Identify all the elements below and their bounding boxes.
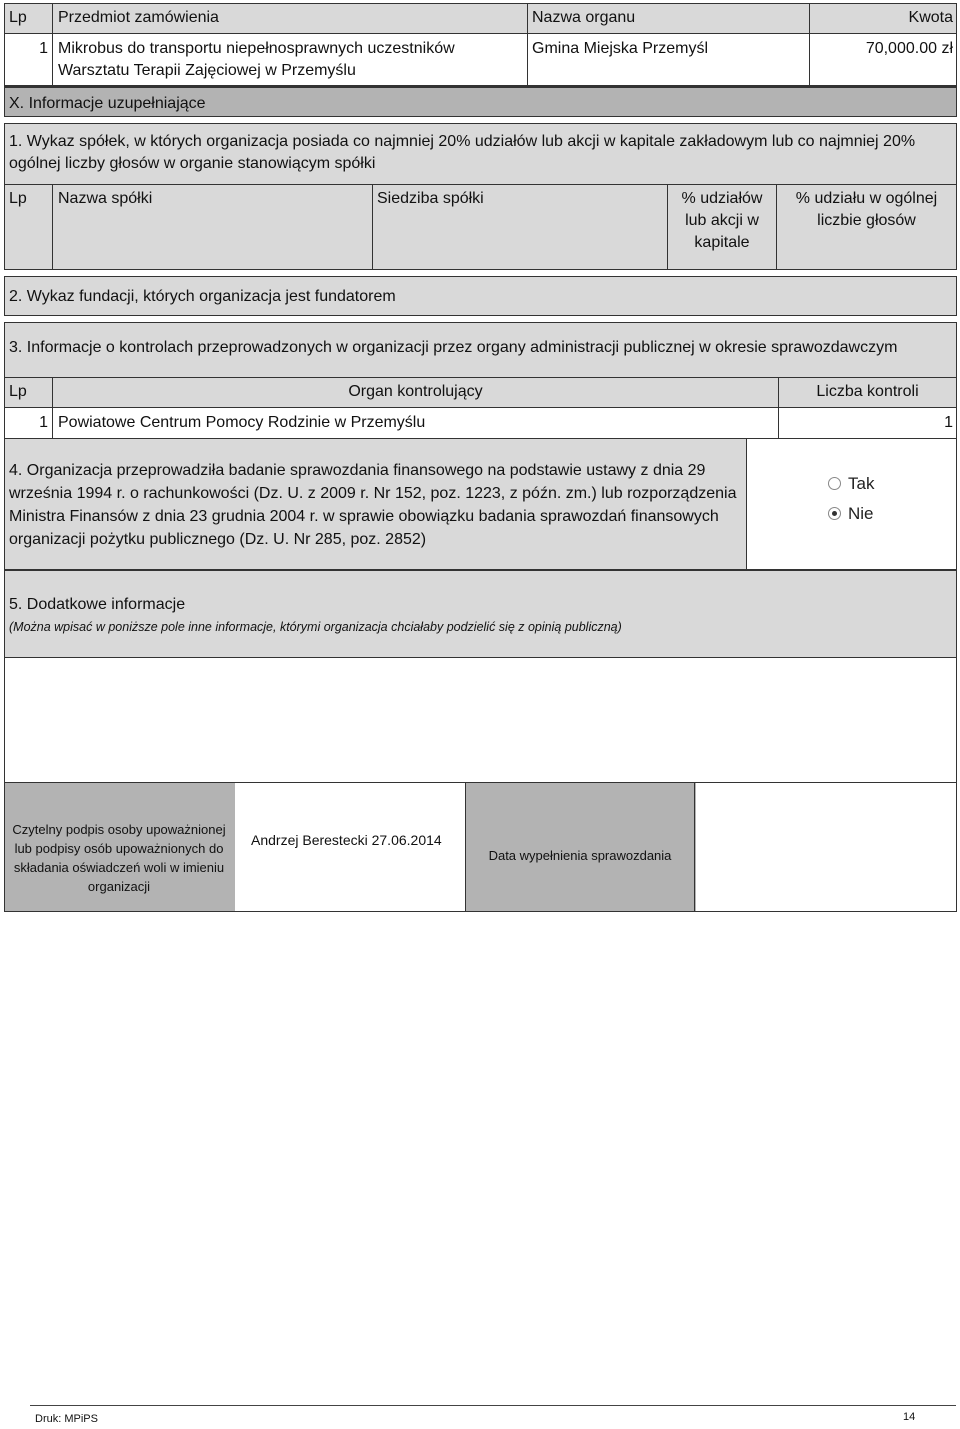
companies-header-name: Nazwa spółki	[58, 190, 153, 207]
inspections-row-count: 1	[944, 414, 953, 431]
footer-rule	[30, 1405, 956, 1406]
companies-header-lp: Lp	[9, 190, 27, 207]
footer-left: Druk: MPiPS	[35, 1413, 98, 1425]
audit-option-yes-label: Tak	[848, 474, 875, 493]
orders-row-organ: Gmina Miejska Przemyśl	[532, 40, 709, 57]
inspections-row-lp: 1	[39, 414, 48, 431]
orders-row-amount: 70,000.00 zł	[865, 40, 953, 57]
foundations-title: 2. Wykaz fundacji, których organizacja jest fundatorem	[9, 288, 396, 305]
inspections-row-organ: Powiatowe Centrum Pomocy Rodzinie w Przemyślu	[58, 414, 426, 431]
audit-option-no-label: Nie	[848, 504, 874, 523]
orders-row-lp: 1	[39, 40, 48, 57]
signature-field[interactable]	[235, 783, 465, 911]
companies-header-share: % udziałów lub akcji w kapitale	[681, 190, 763, 251]
companies-title: 1. Wykaz spółek, w których organizacja posiada co najmniej 20% udziałów lub akcji w kapitale zakładowym lub co najmniej 20% ogólnej liczby głosów w organie stanowiącym spółki	[9, 133, 916, 172]
companies-header-seat: Siedziba spółki	[377, 190, 484, 207]
orders-header-subject: Przedmiot zamówienia	[58, 9, 219, 26]
companies-header-votes: % udziału w ogólnej liczbie głosów	[795, 190, 938, 229]
audit-radio-no[interactable]	[828, 507, 841, 520]
additional-hint: (Można wpisać w poniższe pole inne informacje, którymi organizacja chciałaby podzielić się z opinią publiczną)	[9, 620, 622, 634]
orders-row-subject: Mikrobus do transportu niepełnosprawnych uczestników Warsztatu Terapii Zajęciowej w Przemyślu	[58, 40, 455, 79]
additional-text-field[interactable]	[4, 657, 957, 783]
signature-value: Andrzej Berestecki 27.06.2014	[251, 832, 442, 848]
orders-header-amount: Kwota	[908, 9, 953, 26]
inspections-title: 3. Informacje o kontrolach przeprowadzonych w organizacji przez organy administracji publicznej w okresie sprawozdawczym	[9, 339, 898, 356]
orders-header-organ: Nazwa organu	[532, 9, 636, 26]
signature-label: Czytelny podpis osoby upoważnionej lub podpisy osób upoważnionych do składania oświadczeń woli w imieniu organizacji	[12, 822, 226, 894]
section-x-title: X. Informacje uzupełniające	[9, 95, 206, 112]
inspections-header-lp: Lp	[9, 383, 27, 400]
date-label: Data wypełnienia sprawozdania	[488, 848, 672, 863]
page-number: 14	[903, 1411, 916, 1423]
audit-option-no[interactable]	[828, 505, 888, 525]
orders-header-lp: Lp	[9, 9, 27, 26]
inspections-header-organ: Organ kontrolujący	[348, 383, 483, 400]
audit-question: 4. Organizacja przeprowadziła badanie sprawozdania finansowego na podstawie ustawy z dnia 29 września 1994 r. o rachunkowości (Dz. U. z 2009 r. Nr 152, poz. 1223, z późn. zm.) lub rozporządzenia Ministra Finansów z dnia 23 grudnia 2004 r. w sprawie obowiązku badania sprawozdań finansowych organizacji pożytku publicznego (Dz. U. Nr 285, poz. 2852)	[9, 462, 737, 548]
inspections-header-count: Liczba kontroli	[816, 383, 919, 400]
additional-title: 5. Dodatkowe informacje	[9, 596, 186, 613]
audit-radio-yes[interactable]	[828, 477, 841, 490]
audit-option-yes[interactable]	[828, 475, 888, 495]
date-field[interactable]	[696, 783, 956, 911]
